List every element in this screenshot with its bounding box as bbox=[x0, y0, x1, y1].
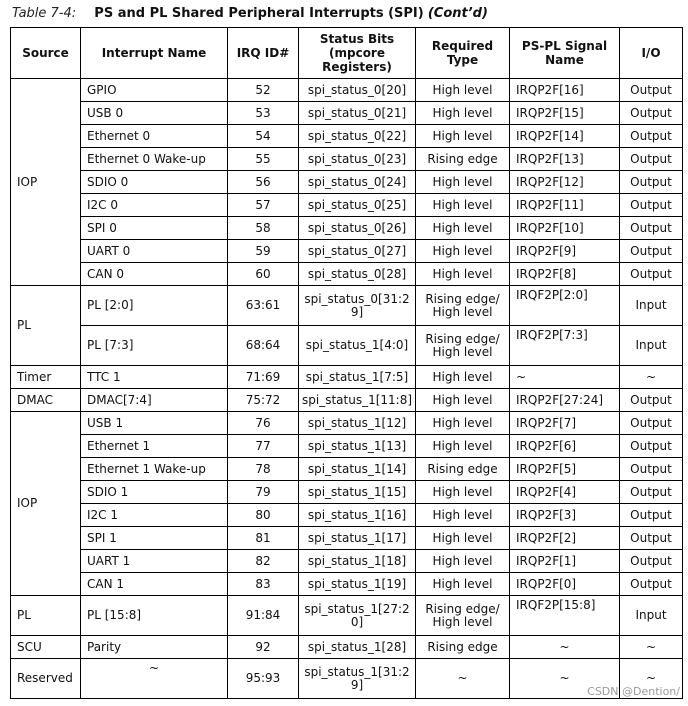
source-cell: IOP bbox=[11, 412, 81, 596]
signal-name-cell: IRQP2F[4] bbox=[510, 481, 620, 504]
signal-name-cell: IRQF2P[2:0] bbox=[510, 286, 620, 326]
interrupt-name-cell: PL [7:3] bbox=[81, 326, 228, 366]
irq-id-cell: 78 bbox=[228, 458, 299, 481]
caption-label: Table 7-4: bbox=[12, 6, 77, 21]
col-header-required-type: Required Type bbox=[416, 28, 510, 79]
interrupt-name-cell: Parity bbox=[81, 636, 228, 659]
required-type-cell: High level bbox=[416, 79, 510, 102]
io-cell: Output bbox=[620, 102, 683, 125]
required-type-cell: Rising edge/ High level bbox=[416, 596, 510, 636]
io-cell: ~ bbox=[620, 636, 683, 659]
header-row bbox=[11, 28, 683, 79]
status-bits-cell: spi_status_1[27:20] bbox=[299, 596, 416, 636]
source-cell: SCU bbox=[11, 636, 81, 659]
status-bits-cell: spi_status_1[7:5] bbox=[299, 366, 416, 389]
required-type-cell: High level bbox=[416, 550, 510, 573]
signal-name-cell: IRQF2P[15:8] bbox=[510, 596, 620, 636]
irq-id-cell: 91:84 bbox=[228, 596, 299, 636]
status-bits-cell: spi_status_1[4:0] bbox=[299, 326, 416, 366]
required-type-cell: ~ bbox=[416, 659, 510, 699]
io-cell: Output bbox=[620, 412, 683, 435]
status-bits-cell: spi_status_1[15] bbox=[299, 481, 416, 504]
irq-id-cell: 53 bbox=[228, 102, 299, 125]
required-type-cell: High level bbox=[416, 389, 510, 412]
table-row bbox=[11, 573, 683, 596]
irq-id-cell: 81 bbox=[228, 527, 299, 550]
interrupt-name-cell: UART 0 bbox=[81, 240, 228, 263]
irq-id-cell: 59 bbox=[228, 240, 299, 263]
table-row bbox=[11, 148, 683, 171]
signal-name-cell: IRQP2F[1] bbox=[510, 550, 620, 573]
signal-name-cell: IRQP2F[14] bbox=[510, 125, 620, 148]
status-bits-cell: spi_status_0[24] bbox=[299, 171, 416, 194]
status-bits-cell: spi_status_0[25] bbox=[299, 194, 416, 217]
interrupt-name-cell: ~ bbox=[81, 659, 228, 699]
table-row bbox=[11, 171, 683, 194]
io-cell: Input bbox=[620, 286, 683, 326]
table-row bbox=[11, 481, 683, 504]
irq-id-cell: 77 bbox=[228, 435, 299, 458]
io-cell: Output bbox=[620, 435, 683, 458]
status-bits-cell: spi_status_0[28] bbox=[299, 263, 416, 286]
status-bits-cell: spi_status_1[14] bbox=[299, 458, 416, 481]
io-cell: Input bbox=[620, 326, 683, 366]
status-bits-cell: spi_status_0[26] bbox=[299, 217, 416, 240]
io-cell: Output bbox=[620, 573, 683, 596]
interrupt-name-cell: CAN 1 bbox=[81, 573, 228, 596]
signal-name-cell: IRQP2F[5] bbox=[510, 458, 620, 481]
io-cell: Output bbox=[620, 550, 683, 573]
interrupt-name-cell: DMAC[7:4] bbox=[81, 389, 228, 412]
table-caption bbox=[12, 4, 488, 24]
signal-name-cell: IRQP2F[9] bbox=[510, 240, 620, 263]
irq-id-cell: 57 bbox=[228, 194, 299, 217]
interrupt-name-cell: USB 0 bbox=[81, 102, 228, 125]
interrupt-name-cell: Ethernet 0 Wake-up bbox=[81, 148, 228, 171]
interrupt-name-cell: Ethernet 0 bbox=[81, 125, 228, 148]
table-row bbox=[11, 458, 683, 481]
io-cell: Output bbox=[620, 263, 683, 286]
signal-name-cell: IRQP2F[15] bbox=[510, 102, 620, 125]
table-row bbox=[11, 550, 683, 573]
signal-name-cell: IRQP2F[3] bbox=[510, 504, 620, 527]
col-header-signal-name: PS-PL Signal Name bbox=[510, 28, 620, 79]
status-bits-cell: spi_status_1[19] bbox=[299, 573, 416, 596]
caption-title: PS and PL Shared Peripheral Interrupts (SPI) bbox=[94, 6, 424, 21]
io-cell: Output bbox=[620, 504, 683, 527]
required-type-cell: High level bbox=[416, 125, 510, 148]
status-bits-cell: spi_status_1[18] bbox=[299, 550, 416, 573]
io-cell: Output bbox=[620, 481, 683, 504]
table-row bbox=[11, 102, 683, 125]
irq-id-cell: 82 bbox=[228, 550, 299, 573]
required-type-cell: High level bbox=[416, 194, 510, 217]
status-bits-cell: spi_status_1[16] bbox=[299, 504, 416, 527]
interrupt-name-cell: SDIO 0 bbox=[81, 171, 228, 194]
source-cell: DMAC bbox=[11, 389, 81, 412]
irq-id-cell: 63:61 bbox=[228, 286, 299, 326]
spi-interrupts-table bbox=[10, 27, 683, 699]
required-type-cell: High level bbox=[416, 102, 510, 125]
table-row bbox=[11, 263, 683, 286]
signal-name-cell: IRQP2F[0] bbox=[510, 573, 620, 596]
signal-name-cell: ~ bbox=[510, 659, 620, 699]
io-cell: Input bbox=[620, 596, 683, 636]
io-cell: Output bbox=[620, 389, 683, 412]
required-type-cell: High level bbox=[416, 573, 510, 596]
required-type-cell: High level bbox=[416, 366, 510, 389]
required-type-cell: High level bbox=[416, 435, 510, 458]
source-cell: PL bbox=[11, 596, 81, 636]
signal-name-cell: IRQP2F[8] bbox=[510, 263, 620, 286]
io-cell: Output bbox=[620, 458, 683, 481]
table-row bbox=[11, 366, 683, 389]
table-row bbox=[11, 389, 683, 412]
status-bits-cell: spi_status_0[23] bbox=[299, 148, 416, 171]
io-cell: Output bbox=[620, 527, 683, 550]
col-header-irq-id: IRQ ID# bbox=[228, 28, 299, 79]
interrupt-name-cell: UART 1 bbox=[81, 550, 228, 573]
source-cell: IOP bbox=[11, 79, 81, 286]
signal-name-cell: IRQP2F[10] bbox=[510, 217, 620, 240]
irq-id-cell: 79 bbox=[228, 481, 299, 504]
table-row bbox=[11, 194, 683, 217]
table-row bbox=[11, 326, 683, 366]
io-cell: Output bbox=[620, 125, 683, 148]
irq-id-cell: 54 bbox=[228, 125, 299, 148]
status-bits-cell: spi_status_1[12] bbox=[299, 412, 416, 435]
table-row bbox=[11, 240, 683, 263]
io-cell: Output bbox=[620, 79, 683, 102]
status-bits-cell: spi_status_0[31:29] bbox=[299, 286, 416, 326]
io-cell: Output bbox=[620, 217, 683, 240]
table-row bbox=[11, 504, 683, 527]
irq-id-cell: 75:72 bbox=[228, 389, 299, 412]
status-bits-cell: spi_status_1[31:29] bbox=[299, 659, 416, 699]
interrupt-name-cell: USB 1 bbox=[81, 412, 228, 435]
interrupt-name-cell: PL [2:0] bbox=[81, 286, 228, 326]
required-type-cell: Rising edge/ High level bbox=[416, 286, 510, 326]
status-bits-cell: spi_status_1[11:8] bbox=[299, 389, 416, 412]
io-cell: Output bbox=[620, 194, 683, 217]
signal-name-cell: IRQP2F[12] bbox=[510, 171, 620, 194]
status-bits-cell: spi_status_1[17] bbox=[299, 527, 416, 550]
io-cell: Output bbox=[620, 240, 683, 263]
io-cell: ~ bbox=[620, 366, 683, 389]
required-type-cell: High level bbox=[416, 504, 510, 527]
watermark: CSDN @Dention/ bbox=[587, 685, 680, 698]
required-type-cell: Rising edge/ High level bbox=[416, 326, 510, 366]
table-row bbox=[11, 596, 683, 636]
table-row bbox=[11, 636, 683, 659]
table-row bbox=[11, 659, 683, 699]
signal-name-cell: ~ bbox=[510, 636, 620, 659]
signal-name-cell: IRQP2F[13] bbox=[510, 148, 620, 171]
interrupt-name-cell: I2C 1 bbox=[81, 504, 228, 527]
interrupt-name-cell: SPI 0 bbox=[81, 217, 228, 240]
io-cell: ~ bbox=[620, 659, 683, 699]
status-bits-cell: spi_status_0[27] bbox=[299, 240, 416, 263]
irq-id-cell: 76 bbox=[228, 412, 299, 435]
interrupt-name-cell: Ethernet 1 bbox=[81, 435, 228, 458]
status-bits-cell: spi_status_1[28] bbox=[299, 636, 416, 659]
signal-name-cell: IRQP2F[2] bbox=[510, 527, 620, 550]
required-type-cell: Rising edge bbox=[416, 148, 510, 171]
irq-id-cell: 71:69 bbox=[228, 366, 299, 389]
interrupt-name-cell: CAN 0 bbox=[81, 263, 228, 286]
signal-name-cell: IRQP2F[7] bbox=[510, 412, 620, 435]
io-cell: Output bbox=[620, 171, 683, 194]
col-header-status-bits: Status Bits (mpcore Registers) bbox=[299, 28, 416, 79]
signal-name-cell: IRQP2F[16] bbox=[510, 79, 620, 102]
irq-id-cell: 55 bbox=[228, 148, 299, 171]
required-type-cell: High level bbox=[416, 481, 510, 504]
interrupt-name-cell: I2C 0 bbox=[81, 194, 228, 217]
irq-id-cell: 58 bbox=[228, 217, 299, 240]
source-cell: Reserved bbox=[11, 659, 81, 699]
col-header-source: Source bbox=[11, 28, 81, 79]
status-bits-cell: spi_status_0[22] bbox=[299, 125, 416, 148]
table-row bbox=[11, 412, 683, 435]
table-row bbox=[11, 217, 683, 240]
required-type-cell: High level bbox=[416, 263, 510, 286]
required-type-cell: High level bbox=[416, 217, 510, 240]
table-row bbox=[11, 527, 683, 550]
irq-id-cell: 83 bbox=[228, 573, 299, 596]
irq-id-cell: 60 bbox=[228, 263, 299, 286]
interrupt-name-cell: SPI 1 bbox=[81, 527, 228, 550]
table-row bbox=[11, 125, 683, 148]
required-type-cell: High level bbox=[416, 412, 510, 435]
signal-name-cell: IRQP2F[6] bbox=[510, 435, 620, 458]
signal-name-cell: ~ bbox=[510, 366, 620, 389]
status-bits-cell: spi_status_0[20] bbox=[299, 79, 416, 102]
irq-id-cell: 56 bbox=[228, 171, 299, 194]
status-bits-cell: spi_status_1[13] bbox=[299, 435, 416, 458]
irq-id-cell: 95:93 bbox=[228, 659, 299, 699]
required-type-cell: Rising edge bbox=[416, 636, 510, 659]
table-row bbox=[11, 286, 683, 326]
interrupt-name-cell: SDIO 1 bbox=[81, 481, 228, 504]
required-type-cell: High level bbox=[416, 171, 510, 194]
interrupt-name-cell: Ethernet 1 Wake-up bbox=[81, 458, 228, 481]
interrupt-name-cell: PL [15:8] bbox=[81, 596, 228, 636]
required-type-cell: High level bbox=[416, 240, 510, 263]
table-row bbox=[11, 79, 683, 102]
irq-id-cell: 68:64 bbox=[228, 326, 299, 366]
col-header-io: I/O bbox=[620, 28, 683, 79]
source-cell: PL bbox=[11, 286, 81, 366]
col-header-interrupt-name: Interrupt Name bbox=[81, 28, 228, 79]
status-bits-cell: spi_status_0[21] bbox=[299, 102, 416, 125]
io-cell: Output bbox=[620, 148, 683, 171]
irq-id-cell: 92 bbox=[228, 636, 299, 659]
source-cell: Timer bbox=[11, 366, 81, 389]
caption-cont: (Cont’d) bbox=[427, 6, 488, 21]
interrupt-name-cell: TTC 1 bbox=[81, 366, 228, 389]
table-row bbox=[11, 435, 683, 458]
required-type-cell: Rising edge bbox=[416, 458, 510, 481]
signal-name-cell: IRQP2F[11] bbox=[510, 194, 620, 217]
irq-id-cell: 80 bbox=[228, 504, 299, 527]
signal-name-cell: IRQF2P[7:3] bbox=[510, 326, 620, 366]
irq-id-cell: 52 bbox=[228, 79, 299, 102]
required-type-cell: High level bbox=[416, 527, 510, 550]
interrupt-name-cell: GPIO bbox=[81, 79, 228, 102]
signal-name-cell: IRQP2F[27:24] bbox=[510, 389, 620, 412]
